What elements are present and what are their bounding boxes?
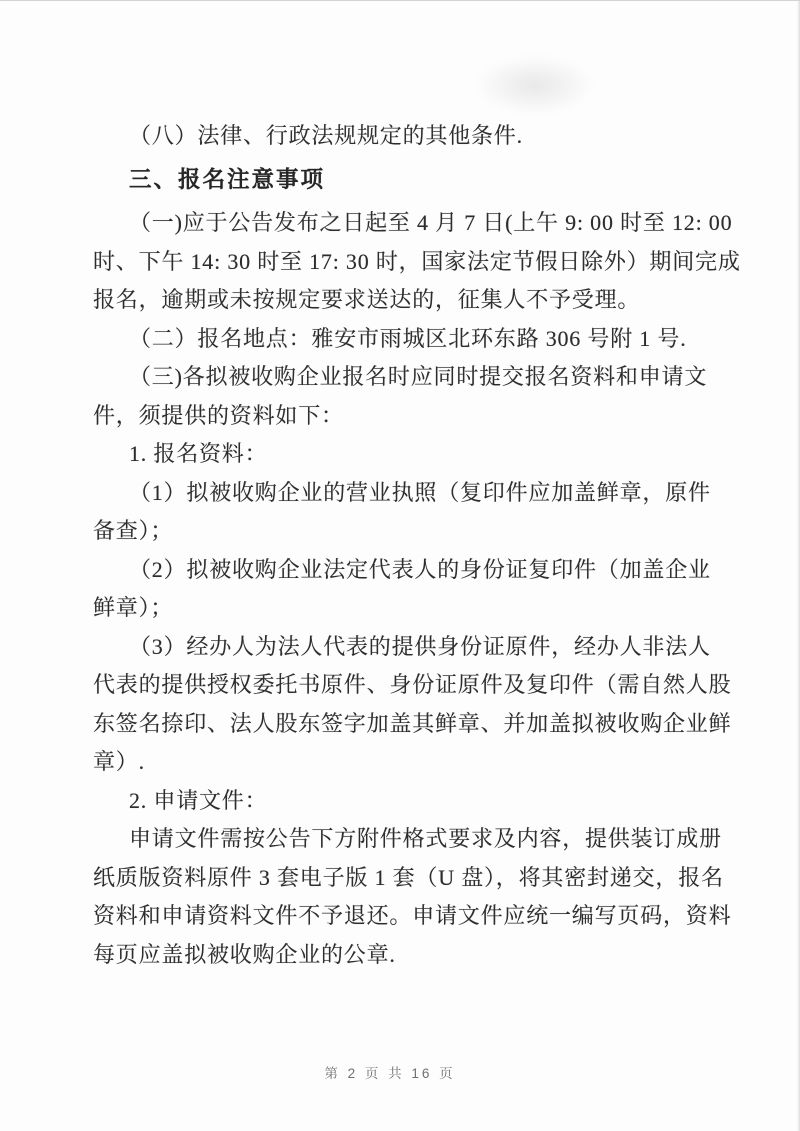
text-line: 鲜章）； [93,595,174,620]
text-line: （一)应于公告发布之日起至 4 月 7 日(上午 9: 00 时至 12: 00 [129,210,733,235]
text-line: （3）经办人为法人代表的提供身份证原件，经办人非法人 [129,633,711,659]
text-line: 东签名捺印、法人股东签字加盖其鲜章、并加盖拟被收购企业鲜 [93,710,732,736]
scan-edge-top [0,0,800,1]
text-line: 时、下午 14: 30 时至 17: 30 时，国家法定节假日除外）期间完成 [93,248,741,274]
scan-smudge [475,55,595,115]
text-line: 2. 申请文件： [129,787,268,813]
text-line: （二）报名地点：雅安市雨城区北环东路 306 号附 1 号. [129,325,687,351]
text-column [93,117,741,974]
page-number: 第 2 页 共 16 页 [324,1066,456,1081]
text-line: 纸质版资料原件 3 套电子版 1 套（U 盘），将其密封递交，报名 [93,864,724,890]
text-line: 代表的提供授权委托书原件、身份证原件及复印件（需自然人股 [93,672,732,697]
text-line: 申请文件需按公告下方附件格式要求及内容，提供装订成册 [129,826,722,851]
text-line: （1）拟被收购企业的营业执照（复印件应加盖鲜章，原件 [129,479,711,505]
text-line: 资料和申请资料文件不予退还。申请文件应统一编写页码，资料 [93,903,732,928]
text-line: （2）拟被收购企业法定代表人的身份证复印件（加盖企业 [129,556,711,582]
text-line: 1. 报名资料： [129,441,268,466]
text-line: （八）法律、行政法规规定的其他条件. [129,123,523,148]
text-line: 备查）； [93,518,174,543]
text-line: 每页应盖拟被收购企业的公章. [93,941,396,967]
text-line: 章）. [93,749,145,774]
text-line: 报名，逾期或未按规定要求送达的，征集人不予受理。 [93,287,641,312]
section-heading: 三、报名注意事项 [129,166,326,192]
text-line: （三)各拟被收购企业报名时应同时提交报名资料和申请文 [129,364,708,389]
text-line: 件，须提供的资料如下： [93,402,344,428]
